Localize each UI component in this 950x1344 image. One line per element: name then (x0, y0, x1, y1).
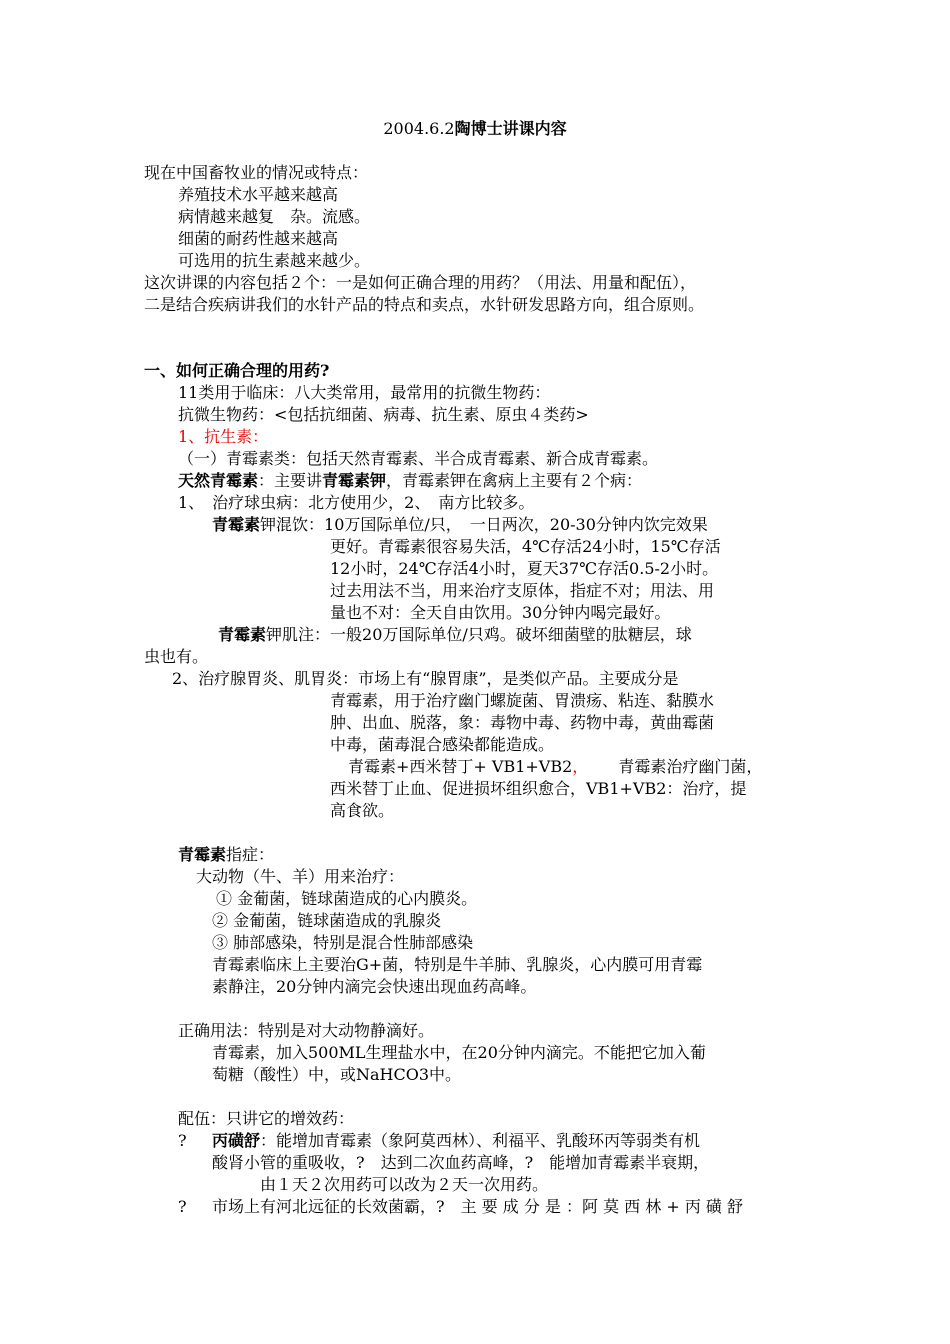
paragraph-line: 抗微生物药：<包括抗细菌、病毒、抗生素、原虫４类药> (178, 405, 589, 424)
paragraph-line: 青霉素，用于治疗幽门螺旋菌、胃溃疡、粘连、黏膜水 (330, 691, 715, 710)
paragraph-line: 肿、出血、脱落，象：毒物中毒、药物中毒，黄曲霉菌 (330, 713, 715, 732)
paragraph-line: 更好。青霉素很容易失活，4℃存活24小时，15℃存活 (330, 537, 721, 556)
paragraph-line: 市场上有河北远征的长效菌霸，? 主 要 成 分 是 ：阿 莫 西 林 + 丙 磺 舒 (212, 1197, 744, 1216)
paragraph-line: 酸肾小管的重吸收，? 达到二次血药高峰，? 能增加青霉素半衰期， (212, 1153, 710, 1172)
paragraph-line: 量也不对：全天自由饮用。30分钟内喝完最好。 (330, 603, 671, 622)
intro-point: 可选用的抗生素越来越少。 (178, 251, 371, 270)
paragraph-line: 2、治疗腺胃炎、肌胃炎：市场上有“腺胃康”，是类似产品。主要成分是 (172, 669, 679, 688)
paragraph-line: 西米替丁止血、促进损坏组织愈合，VB1+VB2：治疗，提 (330, 779, 747, 798)
paragraph-line: 11类用于临床：八大类常用，最常用的抗微生物药： (178, 383, 551, 402)
title-date: 2004.6.2 (383, 119, 455, 138)
intro-summary: 二是结合疾病讲我们的水针产品的特点和卖点，水针研发思路方向，组合原则。 (144, 295, 705, 314)
title-main: 陶博士讲课内容 (454, 119, 567, 138)
paragraph-line: 青霉素，加入500ML生理盐水中，在20分钟内滴完。不能把它加入葡 (212, 1043, 706, 1062)
paragraph-line: 高食欲。 (330, 801, 395, 820)
paragraph-line: 过去用法不当，用来治疗支原体，指症不对；用法、用 (330, 581, 715, 600)
paragraph-line: 12小时，24℃存活4小时，夏天37℃存活0.5-2小时。 (330, 559, 719, 578)
intro-point: 病情越来越复 杂。流感。 (178, 207, 371, 226)
paragraph-line: 虫也有。 (144, 647, 209, 666)
document-title (0, 118, 950, 140)
intro-summary: 这次讲课的内容包括２个：一是如何正确合理的用药？（用法、用量和配伍）， (144, 273, 697, 292)
bullet-marker: ? (178, 1131, 187, 1150)
paragraph-line: 中毒，菌毒混合感染都能造成。 (330, 735, 555, 754)
subsection-heading: 1、抗生素： (178, 427, 269, 446)
paragraph-line: 素静注，20分钟内滴完会快速出现血药高峰。 (212, 977, 537, 996)
intro-point: 养殖技术水平越来越高 (178, 185, 339, 204)
list-item: ② 金葡菌，链球菌造成的乳腺炎 (212, 911, 442, 930)
paragraph-line: 青霉素钾肌注：一般20万国际单位/只鸡。破坏细菌壁的肽糖层，球 (218, 625, 692, 644)
paragraph-line: 天然青霉素：主要讲青霉素钾，青霉素钾在禽病上主要有２个病： (178, 471, 643, 490)
indication-heading: 青霉素指症： (178, 845, 275, 864)
paragraph-line: 青霉素+西米替丁+ VB1+VB2， 青霉素治疗幽门菌， (348, 757, 763, 776)
paragraph-line: 萄糖（酸性）中，或NaHCO3中。 (212, 1065, 462, 1084)
paragraph-line: 丙磺舒：能增加青霉素（象阿莫西林）、利福平、乳酸环丙等弱类有机 (212, 1131, 701, 1150)
paragraph-line: 由１天２次用药可以改为２天一次用药。 (260, 1175, 549, 1194)
bullet-marker: ? (178, 1197, 187, 1216)
section-heading: 一、如何正确合理的用药? (144, 361, 330, 380)
paragraph-line: 大动物（牛、羊）用来治疗： (196, 867, 405, 886)
list-item: ① 金葡菌，链球菌造成的心内膜炎。 (216, 889, 478, 908)
paragraph-line: 1、 治疗球虫病：北方使用少，2、 南方比较多。 (178, 493, 535, 512)
usage-heading: 正确用法：特别是对大动物静滴好。 (178, 1021, 435, 1040)
paragraph-line: 青霉素临床上主要治G+菌，特别是牛羊肺、乳腺炎，心内膜可用青霉 (212, 955, 703, 974)
list-item: ③ 肺部感染，特别是混合性肺部感染 (212, 933, 474, 952)
paragraph-line: （一）青霉素类：包括天然青霉素、半合成青霉素、新合成青霉素。 (178, 449, 659, 468)
compat-heading: 配伍：只讲它的增效药： (178, 1109, 355, 1128)
intro-heading: 现在中国畜牧业的情况或特点： (144, 163, 369, 182)
paragraph-line: 青霉素钾混饮：10万国际单位/只， 一日两次，20-30分钟内饮完效果 (212, 515, 708, 534)
intro-point: 细菌的耐药性越来越高 (178, 229, 339, 248)
